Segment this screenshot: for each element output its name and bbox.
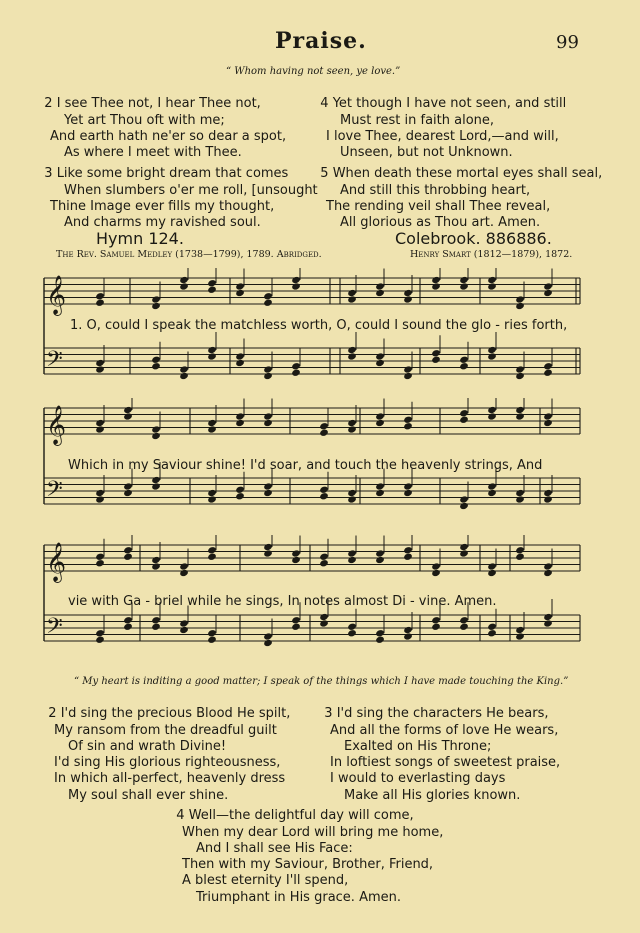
epigraph-mid: “ My heart is inditing a good matter; I speak of the things which I have made touching the King.” (74, 676, 569, 687)
lyric-line-1: 1. O, could I speak the matchless worth, O, could I sound the glo - ries forth, (70, 318, 568, 333)
stanza-top-5: 5 When death these mortal eyes shall seal, And still this throbbing heart, The rending veil shall Thee reveal, All glorious as Thou art. Amen. (320, 166, 603, 231)
stanza-bottom-4: 4 Well—the delightful day will come, When my dear Lord will bring me home, And I shall see His Face: Then with my Saviour, Brother, Friend, A blest eternity I'll spend, Triumphant in His grace. Amen. (176, 808, 444, 905)
bass-clef-icon: 𝄢 (46, 614, 63, 644)
music-system-1 (40, 268, 585, 398)
stanza-top-4: 4 Yet though I have not seen, and still Must rest in faith alone, I love Thee, dearest Lord,—and will, Unseen, but not Unknown. (320, 96, 567, 161)
treble-clef-icon: 𝄞 (46, 275, 67, 315)
page-number: 99 (556, 32, 579, 53)
stanza-bottom-2: 2 I'd sing the precious Blood He spilt, My ransom from the dreadful guilt Of sin and wrath Divine! I'd sing His glorious righteousness, In which all-perfect, heavenly dress My soul shall ever shine. (48, 706, 291, 803)
hymn-title: Hymn 124. (96, 229, 184, 248)
section-title: Praise. (275, 28, 367, 54)
epigraph-top: “ Whom having not seen, ye love.” (226, 66, 401, 77)
stanza-bottom-3: 3 I'd sing the characters He bears, And all the forms of love He wears, Exalted on His Throne; In loftiest songs of sweetest praise, I would to everlasting days Make all His glories known. (324, 706, 561, 803)
hymn-composer: Henry Smart (1812—1879), 1872. (410, 249, 573, 260)
treble-clef-icon: 𝄞 (46, 542, 67, 582)
treble-clef-icon: 𝄞 (46, 405, 67, 445)
bass-clef-icon: 𝄢 (46, 477, 63, 507)
stanza-top-2: 2 I see Thee not, I hear Thee not, Yet art Thou oft with me; And earth hath ne'er so dear a spot, As where I meet with Thee. (44, 96, 287, 161)
bass-clef-icon: 𝄢 (46, 347, 63, 377)
hymn-tune: Colebrook. 886886. (395, 229, 552, 248)
lyric-line-2: Which in my Saviour shine! I'd soar, and touch the heavenly strings, And (68, 458, 543, 473)
lyric-line-3: vie with Ga - briel while he sings, In notes almost Di - vine. Amen. (68, 594, 497, 609)
stanza-top-3: 3 Like some bright dream that comes When slumbers o'er me roll, [unsought Thine Image ever fills my thought, And charms my ravished soul. (44, 166, 318, 231)
staff-group (44, 408, 580, 504)
hymn-author: The Rev. Samuel Medley (1738—1799), 1789. Abridged. (56, 249, 322, 260)
